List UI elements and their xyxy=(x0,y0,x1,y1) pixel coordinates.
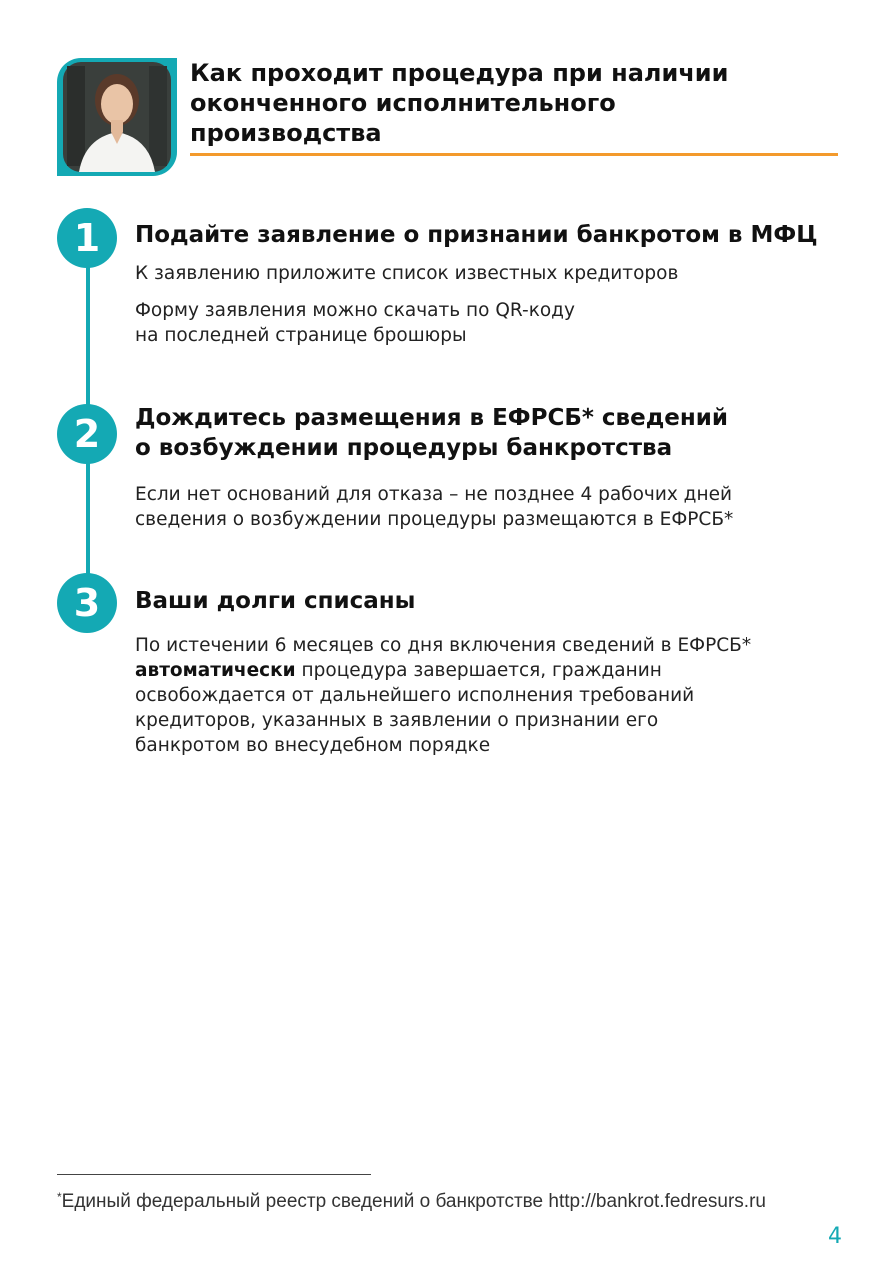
step-3-text-line-5: банкротом во внесудебном порядке xyxy=(135,735,491,756)
step-1-text-line-2: Форму заявления можно скачать по QR-коду xyxy=(135,300,575,321)
step-3-number-badge: 3 xyxy=(57,573,117,633)
step-3-bold-word: автоматически xyxy=(135,660,296,681)
step-2-title-line-1: Дождитесь размещения в ЕФРСБ* сведений xyxy=(135,405,729,431)
step-1-text-line-3: на последней странице брошюры xyxy=(135,325,467,346)
footnote-divider xyxy=(57,1174,371,1175)
footnote-marker: * xyxy=(57,1190,62,1204)
step-1-text-line-1: К заявлению приложите список известных кредиторов xyxy=(135,263,679,284)
page-number: 4 xyxy=(828,1224,842,1249)
step-2-title-line-2: о возбуждении процедуры банкротства xyxy=(135,435,673,461)
step-3-text-line-2-rest: процедура завершается, гражданин xyxy=(295,660,662,681)
step-3-text-line-1: По истечении 6 месяцев со дня включения сведений в ЕФРСБ* xyxy=(135,635,752,656)
step-1-number-badge: 1 xyxy=(57,208,117,268)
header-divider xyxy=(190,153,838,156)
step-2-text-line-2: сведения о возбуждении процедуры размещаются в ЕФРСБ* xyxy=(135,509,734,530)
step-2-number-badge: 2 xyxy=(57,404,117,464)
step-3-text-line-2 xyxy=(135,658,855,683)
footnote-text: Единый федеральный реестр сведений о банкротстве http://bankrot.fedresurs.ru xyxy=(61,1191,766,1212)
step-3-text-line-4: кредиторов, указанных в заявлении о признании его xyxy=(135,710,659,731)
woman-portrait-image xyxy=(57,58,177,176)
step-1-title: Подайте заявление о признании банкротом в МФЦ xyxy=(135,222,818,248)
step-3-text-line-3: освобождается от дальнейшего исполнения требований xyxy=(135,685,695,706)
step-3-title: Ваши долги списаны xyxy=(135,588,416,614)
step-2-text-line-1: Если нет оснований для отказа – не позднее 4 рабочих дней xyxy=(135,484,732,505)
header-photo xyxy=(57,58,177,176)
footnote xyxy=(57,1190,857,1213)
page-title: Как проходит процедура при наличии оконченного исполнительного производства xyxy=(190,59,729,147)
